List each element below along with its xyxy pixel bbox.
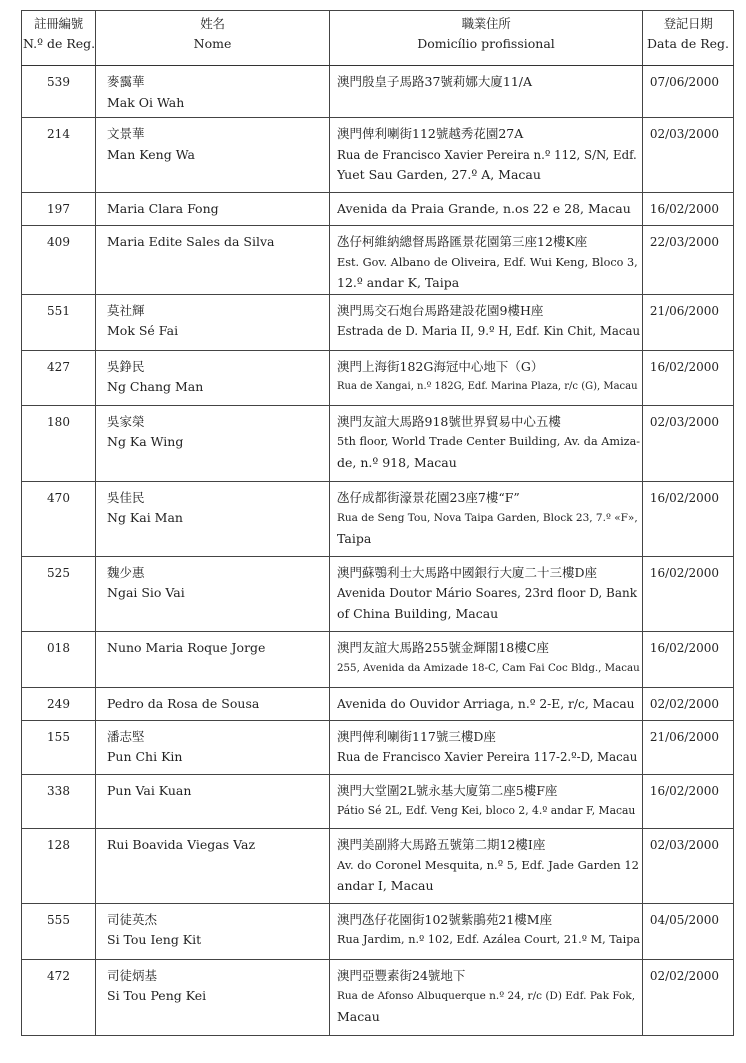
table-row	[22, 481, 734, 556]
name-line: Si Tou Ieng Kit	[107, 932, 202, 947]
address-line: Estrada de D. Maria II, 9.º H, Edf. Kin Chit, Macau	[337, 324, 640, 338]
reg-number-cell: 249	[22, 687, 96, 720]
reg-number-cell: 180	[22, 405, 96, 481]
name-line: Nuno Maria Roque Jorge	[107, 639, 266, 655]
reg-number-cell: 551	[22, 294, 96, 350]
name-line: Ng Kai Man	[107, 510, 183, 525]
table-row	[22, 903, 734, 959]
address-line: 氹仔柯維納總督馬路匯景花園第三座12樓K座	[337, 234, 588, 249]
address-line: 澳門友誼大馬路255號金輝閣18樓C座	[337, 639, 549, 655]
date-cell: 16/02/2000	[643, 481, 734, 556]
address-cell	[330, 959, 643, 1035]
header-name-zh: 姓名	[200, 16, 225, 31]
address-cell	[330, 193, 643, 226]
date-cell: 02/03/2000	[643, 828, 734, 903]
table-row	[22, 226, 734, 295]
address-line: 澳門俾利喇街117號三樓D座	[337, 728, 496, 744]
name-line: 魏少惠	[107, 564, 145, 580]
table-row	[22, 193, 734, 226]
name-cell	[96, 405, 330, 481]
date-cell: 16/02/2000	[643, 631, 734, 687]
name-line: 司徒英杰	[107, 911, 158, 927]
address-cell	[330, 350, 643, 405]
address-line: Avenida Doutor Mário Soares, 23rd floor D, Bank	[337, 586, 638, 600]
table-row	[22, 556, 734, 631]
name-cell	[96, 903, 330, 959]
address-line: of China Building, Macau	[337, 605, 499, 621]
name-line: Pedro da Rosa de Sousa	[107, 695, 260, 711]
date-cell: 16/02/2000	[643, 774, 734, 828]
name-line: Maria Edite Sales da Silva	[107, 234, 275, 249]
address-cell	[330, 631, 643, 687]
name-cell	[96, 193, 330, 226]
name-cell	[96, 556, 330, 631]
name-line: 吳家榮	[107, 413, 145, 429]
table-row	[22, 405, 734, 481]
date-cell: 21/06/2000	[643, 294, 734, 350]
address-line: de, n.º 918, Macau	[337, 454, 457, 470]
address-cell	[330, 774, 643, 828]
name-line: Mak Oi Wah	[107, 94, 185, 110]
address-line: 12.º andar K, Taipa	[337, 275, 460, 290]
address-line: 澳門大堂圍2L號永基大廈第二座5樓F座	[337, 782, 558, 798]
name-cell	[96, 631, 330, 687]
name-line: Pun Vai Kuan	[107, 782, 192, 798]
name-line: Man Keng Wa	[107, 146, 195, 162]
address-line: Pátio Sé 2L, Edf. Veng Kei, bloco 2, 4.º andar F, Macau	[337, 804, 636, 817]
date-cell: 16/02/2000	[643, 193, 734, 226]
address-line: 澳門馬交石炮台馬路建設花園9樓H座	[337, 302, 544, 318]
name-cell	[96, 720, 330, 774]
registry-table	[21, 10, 734, 1036]
address-line: Rua de Francisco Xavier Pereira n.º 112, S/N, Edf.	[337, 147, 637, 162]
address-line: 氹仔成都街濠景花園23座7樓“F”	[337, 489, 520, 505]
name-cell	[96, 118, 330, 193]
name-line: 潘志堅	[107, 728, 145, 744]
address-line: Taipa	[337, 530, 372, 546]
address-line: 澳門美副將大馬路五號第二期12樓I座	[337, 836, 546, 852]
address-cell	[330, 226, 643, 295]
table-row	[22, 66, 734, 118]
reg-number-cell: 539	[22, 66, 96, 118]
date-cell: 02/02/2000	[643, 687, 734, 720]
date-cell: 16/02/2000	[643, 350, 734, 405]
address-line: Yuet Sau Garden, 27.º A, Macau	[337, 167, 541, 182]
name-cell	[96, 294, 330, 350]
address-line: 澳門上海街182G海冠中心地下（G）	[337, 358, 544, 374]
header-reg-pt: N.º de Reg.	[23, 36, 96, 51]
name-cell	[96, 226, 330, 295]
name-line: 莫社輝	[107, 302, 145, 318]
address-line: Rua Jardim, n.º 102, Edf. Azálea Court, 21.º M, Taipa	[337, 933, 640, 946]
address-line: 澳門友誼大馬路918號世界貿易中心五樓	[337, 413, 561, 429]
table-row	[22, 631, 734, 687]
name-line: Ng Ka Wing	[107, 434, 184, 449]
address-line: Rua de Xangai, n.º 182G, Edf. Marina Plaza, r/c (G), Macau	[337, 381, 638, 392]
address-line: 澳門氹仔花園街102號紫鵑苑21樓M座	[337, 911, 553, 927]
header-name	[96, 11, 330, 66]
header-addr-zh: 職業住所	[461, 16, 511, 31]
address-line: 澳門蘇鶚利士大馬路中國銀行大廈二十三樓D座	[337, 564, 598, 580]
address-cell	[330, 903, 643, 959]
name-line: Si Tou Peng Kei	[107, 988, 207, 1003]
name-line: 麥靄華	[107, 74, 145, 89]
name-cell	[96, 481, 330, 556]
address-line: 澳門亞豐素街24號地下	[337, 967, 466, 983]
header-addr-pt: Domicílio profissional	[417, 36, 555, 51]
name-line: Pun Chi Kin	[107, 749, 183, 764]
reg-number-cell: 427	[22, 350, 96, 405]
name-line: Ngai Sio Vai	[107, 585, 185, 600]
header-address	[330, 11, 643, 66]
reg-number-cell: 197	[22, 193, 96, 226]
address-line: 255, Avenida da Amizade 18-C, Cam Fai Coc Bldg., Macau	[337, 662, 640, 674]
table-row	[22, 687, 734, 720]
header-name-pt: Nome	[193, 36, 232, 51]
table-row	[22, 294, 734, 350]
header-date-pt: Data de Reg.	[646, 36, 730, 51]
reg-number-cell: 018	[22, 631, 96, 687]
address-cell	[330, 294, 643, 350]
name-cell	[96, 66, 330, 118]
reg-number-cell: 472	[22, 959, 96, 1035]
table-row	[22, 774, 734, 828]
address-line: 5th floor, World Trade Center Building, Av. da Amiza-	[337, 435, 640, 448]
name-line: Mok Sé Fai	[107, 323, 179, 338]
reg-number-cell: 555	[22, 903, 96, 959]
address-cell	[330, 556, 643, 631]
address-line: Rua de Seng Tou, Nova Taipa Garden, Block 23, 7.º «F»,	[337, 512, 638, 524]
header-row	[22, 11, 734, 66]
address-cell	[330, 118, 643, 193]
address-cell	[330, 828, 643, 903]
name-cell	[96, 687, 330, 720]
address-line: andar I, Macau	[337, 877, 434, 893]
name-cell	[96, 774, 330, 828]
reg-number-cell: 338	[22, 774, 96, 828]
table-row	[22, 720, 734, 774]
reg-number-cell: 525	[22, 556, 96, 631]
address-line: 澳門俾利喇街112號越秀花園27A	[337, 126, 524, 141]
name-line: Rui Boavida Viegas Vaz	[107, 836, 256, 852]
header-reg-zh: 註冊編號	[34, 16, 83, 31]
date-cell: 04/05/2000	[643, 903, 734, 959]
name-line: 吳錚民	[107, 358, 145, 374]
reg-number-cell: 409	[22, 226, 96, 295]
address-line: 澳門殷皇子馬路37號莉娜大廈11/A	[337, 74, 533, 89]
address-line: Rua de Francisco Xavier Pereira 117-2.º-D, Macau	[337, 750, 638, 764]
address-cell	[330, 66, 643, 118]
table-row	[22, 350, 734, 405]
header-date-zh: 登記日期	[663, 16, 713, 31]
address-line: Av. do Coronel Mesquita, n.º 5, Edf. Jade Garden 12	[337, 858, 639, 872]
name-cell	[96, 350, 330, 405]
header-date	[643, 11, 734, 66]
address-line: Rua de Afonso Albuquerque n.º 24, r/c (D) Edf. Pak Fok,	[337, 990, 636, 1002]
address-cell	[330, 405, 643, 481]
date-cell: 16/02/2000	[643, 556, 734, 631]
address-line: Est. Gov. Albano de Oliveira, Edf. Wui Keng, Bloco 3,	[337, 255, 638, 269]
date-cell: 07/06/2000	[643, 66, 734, 118]
reg-number-cell: 155	[22, 720, 96, 774]
name-line: 文景華	[107, 126, 145, 141]
reg-number-cell: 214	[22, 118, 96, 193]
table-row	[22, 959, 734, 1035]
header-reg-number	[22, 11, 96, 66]
address-cell	[330, 687, 643, 720]
table-row	[22, 828, 734, 903]
name-line: 司徒炳基	[107, 967, 158, 983]
address-line: Macau	[337, 1008, 380, 1024]
name-line: Ng Chang Man	[107, 379, 204, 394]
name-line: Maria Clara Fong	[107, 201, 219, 216]
date-cell: 22/03/2000	[643, 226, 734, 295]
name-cell	[96, 959, 330, 1035]
name-line: 吳佳民	[107, 489, 145, 505]
address-line: Avenida da Praia Grande, n.os 22 e 28, Macau	[337, 201, 631, 216]
date-cell: 21/06/2000	[643, 720, 734, 774]
table-row	[22, 118, 734, 193]
address-cell	[330, 720, 643, 774]
reg-number-cell: 470	[22, 481, 96, 556]
reg-number-cell: 128	[22, 828, 96, 903]
address-cell	[330, 481, 643, 556]
date-cell: 02/03/2000	[643, 118, 734, 193]
date-cell: 02/03/2000	[643, 405, 734, 481]
name-cell	[96, 828, 330, 903]
date-cell: 02/02/2000	[643, 959, 734, 1035]
address-line: Avenida do Ouvidor Arriaga, n.º 2-E, r/c, Macau	[337, 696, 635, 711]
